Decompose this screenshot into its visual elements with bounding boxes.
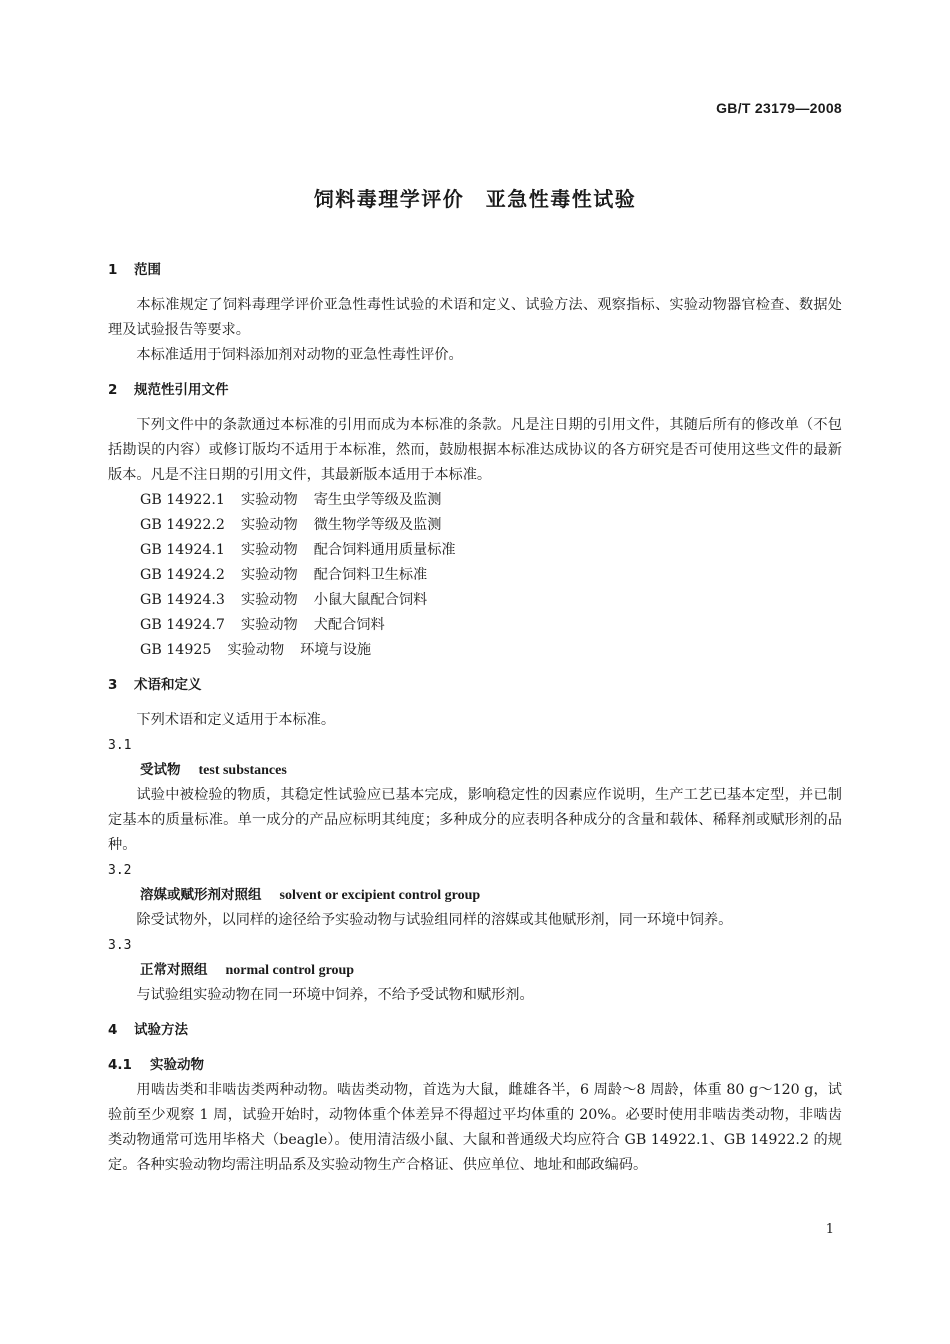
reference-category: 实验动物 [227,642,285,658]
section-2-heading [108,378,842,403]
section-title: 范围 [134,262,161,278]
term-definition: 除受试物外，以同样的途径给予实验动物与试验组同样的溶媒或其他赋形剂，同一环境中饲养。 [136,912,733,928]
section-number: 4 [108,1022,118,1038]
paragraph: 本标准适用于饲料添加剂对动物的亚急性毒性评价。 [136,347,463,363]
reference-code: GB 14922.2 [140,517,225,533]
reference-title: 犬配合饲料 [313,617,385,633]
reference-category: 实验动物 [240,542,298,558]
term-name-en: test substances [198,763,287,778]
section-1-heading [108,258,842,283]
reference-item [108,563,842,588]
reference-category: 实验动物 [240,617,298,633]
term-definition: 与试验组实验动物在同一环境中饲养，不给予受试物和赋形剂。 [136,987,534,1003]
reference-code: GB 14924.2 [140,567,225,583]
subsection-4-1-heading [108,1053,842,1078]
paragraph: 用啮齿类和非啮齿类两种动物。啮齿类动物，首选为大鼠，雌雄各半，6 周龄～8 周龄，体重 80 g～120 g，试验前至少观察 1 周，试验开始时，动物体重个体差异不得超过平均体重的 20%。必要时使用非啮齿类动物，非啮齿类动物通常可选用毕格犬（beagle）。使用清洁级小鼠、大鼠和普通级犬均应符合 GB 14922.1、GB 14922.2 的规定。各种实验动物均需注明品系及实验动物生产合格证、供应单位、地址和邮政编码。 [108,1082,842,1173]
section-title: 术语和定义 [134,677,202,693]
reference-title: 寄生虫学等级及监测 [313,492,442,508]
document-title: 饲料毒理学评价 亚急性毒性试验 [313,187,637,211]
reference-code: GB 14924.1 [140,542,225,558]
term-name-zh: 正常对照组 [140,962,208,978]
paragraph: 下列术语和定义适用于本标准。 [136,712,336,728]
reference-category: 实验动物 [240,592,298,608]
reference-item [108,588,842,613]
reference-code: GB 14922.1 [140,492,225,508]
reference-code: GB 14925 [140,642,212,658]
reference-code: GB 14924.3 [140,592,225,608]
term-definition: 试验中被检验的物质，其稳定性试验应已基本完成，影响稳定性的因素应作说明，生产工艺已基本定型，并已制定基本的质量标准。单一成分的产品应标明其纯度；多种成分的应表明各种成分的含量和载体、稀释剂或赋形剂的品种。 [108,787,842,853]
term-name [108,958,842,983]
subsection-number: 4.1 [108,1057,132,1073]
term-number: 3.2 [108,863,132,878]
section-title: 规范性引用文件 [134,382,229,398]
section-number: 1 [108,262,118,278]
section-title: 试验方法 [134,1022,188,1038]
subsection-title: 实验动物 [150,1057,204,1073]
reference-item [108,513,842,538]
reference-title: 环境与设施 [300,642,372,658]
reference-title: 微生物学等级及监测 [313,517,442,533]
term-name-en: solvent or excipient control group [279,888,481,903]
term-name [108,758,842,783]
term-number: 3.3 [108,938,132,953]
page-number: 1 [825,1222,834,1237]
reference-title: 配合饲料卫生标准 [313,567,428,583]
standard-code: GB/T 23179—2008 [716,100,842,116]
section-4-heading [108,1018,842,1043]
reference-category: 实验动物 [240,517,298,533]
term-number: 3.1 [108,738,132,753]
reference-item [108,613,842,638]
term-name-en: normal control group [225,963,355,978]
reference-item [108,488,842,513]
reference-category: 实验动物 [240,567,298,583]
section-number: 3 [108,677,118,693]
reference-category: 实验动物 [240,492,298,508]
reference-item [108,638,842,663]
reference-title: 配合饲料通用质量标准 [313,542,456,558]
paragraph: 下列文件中的条款通过本标准的引用而成为本标准的条款。凡是注日期的引用文件，其随后所有的修改单（不包括勘误的内容）或修订版均不适用于本标准，然而，鼓励根据本标准达成协议的各方研究是否可使用这些文件的最新版本。凡是不注日期的引用文件，其最新版本适用于本标准。 [108,417,842,483]
reference-title: 小鼠大鼠配合饲料 [313,592,428,608]
reference-item [108,538,842,563]
section-3-heading [108,673,842,698]
reference-code: GB 14924.7 [140,617,225,633]
section-number: 2 [108,382,118,398]
term-name [108,883,842,908]
paragraph: 本标准规定了饲料毒理学评价亚急性毒性试验的术语和定义、试验方法、观察指标、实验动物器官检查、数据处理及试验报告等要求。 [108,297,842,338]
term-name-zh: 受试物 [140,762,181,778]
term-name-zh: 溶媒或赋形剂对照组 [140,887,262,903]
document-body [108,258,842,1178]
